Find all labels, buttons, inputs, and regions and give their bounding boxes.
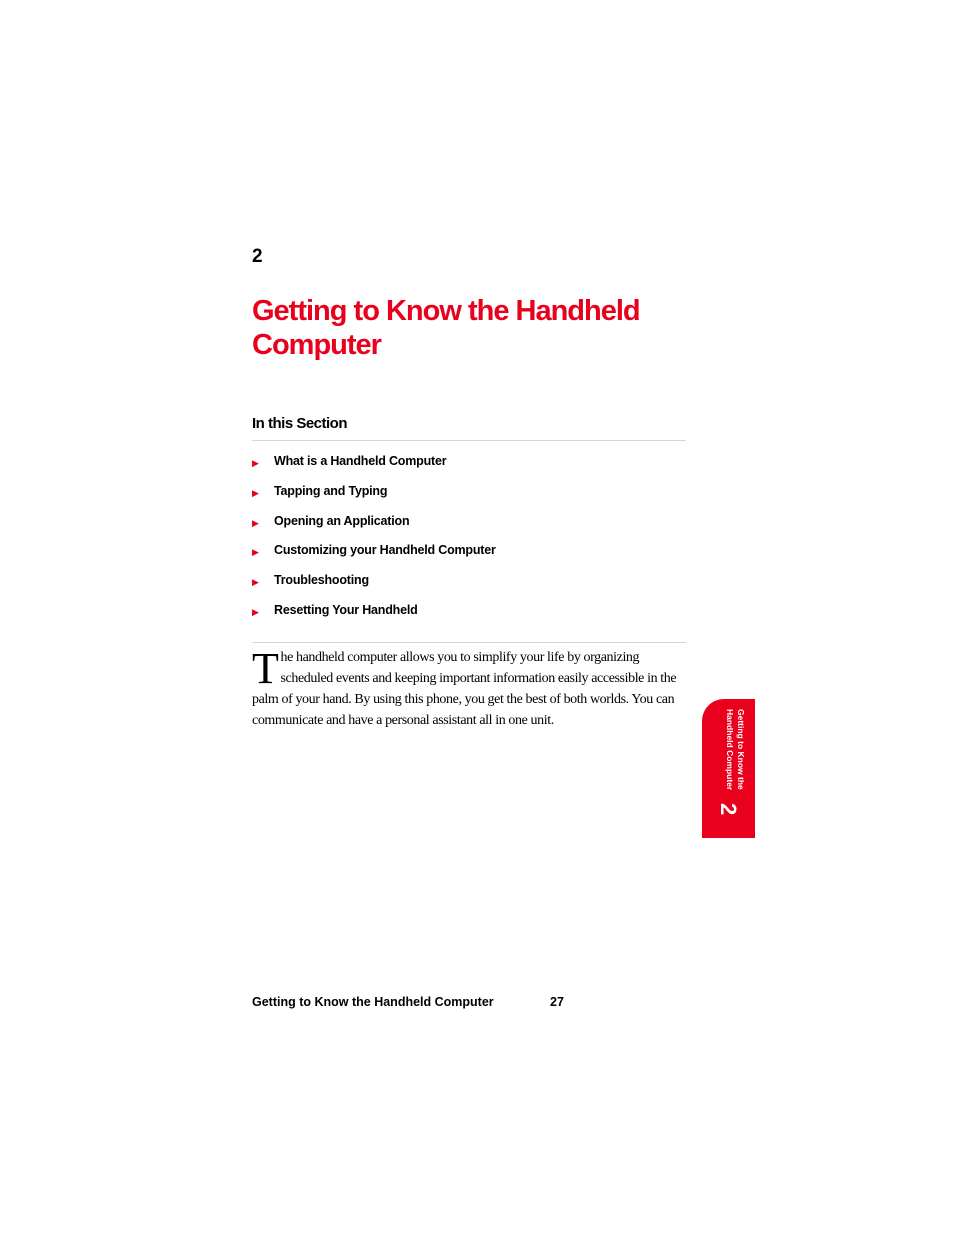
toc-item[interactable] bbox=[252, 601, 496, 631]
footer-page-number: 27 bbox=[550, 995, 564, 1009]
toc-item[interactable] bbox=[252, 452, 496, 482]
toc-item-label[interactable]: Opening an Application bbox=[274, 513, 410, 528]
intro-paragraph bbox=[252, 644, 686, 731]
toc-item-label[interactable]: Tapping and Typing bbox=[274, 483, 388, 498]
triangle-right-icon: ▶ bbox=[252, 458, 259, 468]
toc-item[interactable] bbox=[252, 541, 496, 571]
chapter-number: 2 bbox=[252, 246, 263, 267]
triangle-right-icon: ▶ bbox=[252, 547, 259, 558]
toc-item[interactable] bbox=[252, 571, 496, 601]
toc-item[interactable] bbox=[252, 482, 496, 512]
side-tab-label bbox=[710, 709, 746, 801]
chapter-side-tab bbox=[702, 699, 755, 838]
toc-item-label[interactable]: Customizing your Handheld Computer bbox=[274, 543, 496, 558]
triangle-right-icon: ▶ bbox=[252, 606, 259, 617]
drop-cap: T bbox=[252, 644, 279, 693]
toc-item-label[interactable]: Resetting Your Handheld bbox=[274, 602, 418, 617]
section-divider-top bbox=[252, 440, 686, 441]
triangle-right-icon: ▶ bbox=[252, 487, 259, 498]
side-tab-label-line1: Getting to Know the bbox=[736, 709, 746, 790]
side-tab-number: 2 bbox=[716, 803, 741, 816]
toc-item-label[interactable]: What is a Handheld Computer bbox=[274, 454, 447, 468]
chapter-title-line1: Getting to Know the Handheld bbox=[252, 295, 640, 327]
section-toc-list bbox=[252, 452, 496, 631]
footer-title: Getting to Know the Handheld Computer bbox=[252, 995, 494, 1009]
section-heading: In this Section bbox=[252, 415, 348, 432]
chapter-title bbox=[252, 294, 692, 362]
section-divider-bottom bbox=[252, 642, 686, 643]
toc-item-label[interactable]: Troubleshooting bbox=[274, 573, 369, 588]
triangle-right-icon: ▶ bbox=[252, 577, 259, 588]
intro-text: he handheld computer allows you to simplify your life by organizing scheduled events and keeping important information easily accessible in the palm of your hand. By using this phone, you get the best of both worlds. You can communicate and have a personal assistant all in one unit. bbox=[252, 650, 677, 728]
side-tab-label-line2: Handheld Computer bbox=[725, 709, 735, 791]
toc-item[interactable] bbox=[252, 512, 496, 542]
triangle-right-icon: ▶ bbox=[252, 517, 259, 528]
chapter-title-line2: Computer bbox=[252, 329, 381, 361]
